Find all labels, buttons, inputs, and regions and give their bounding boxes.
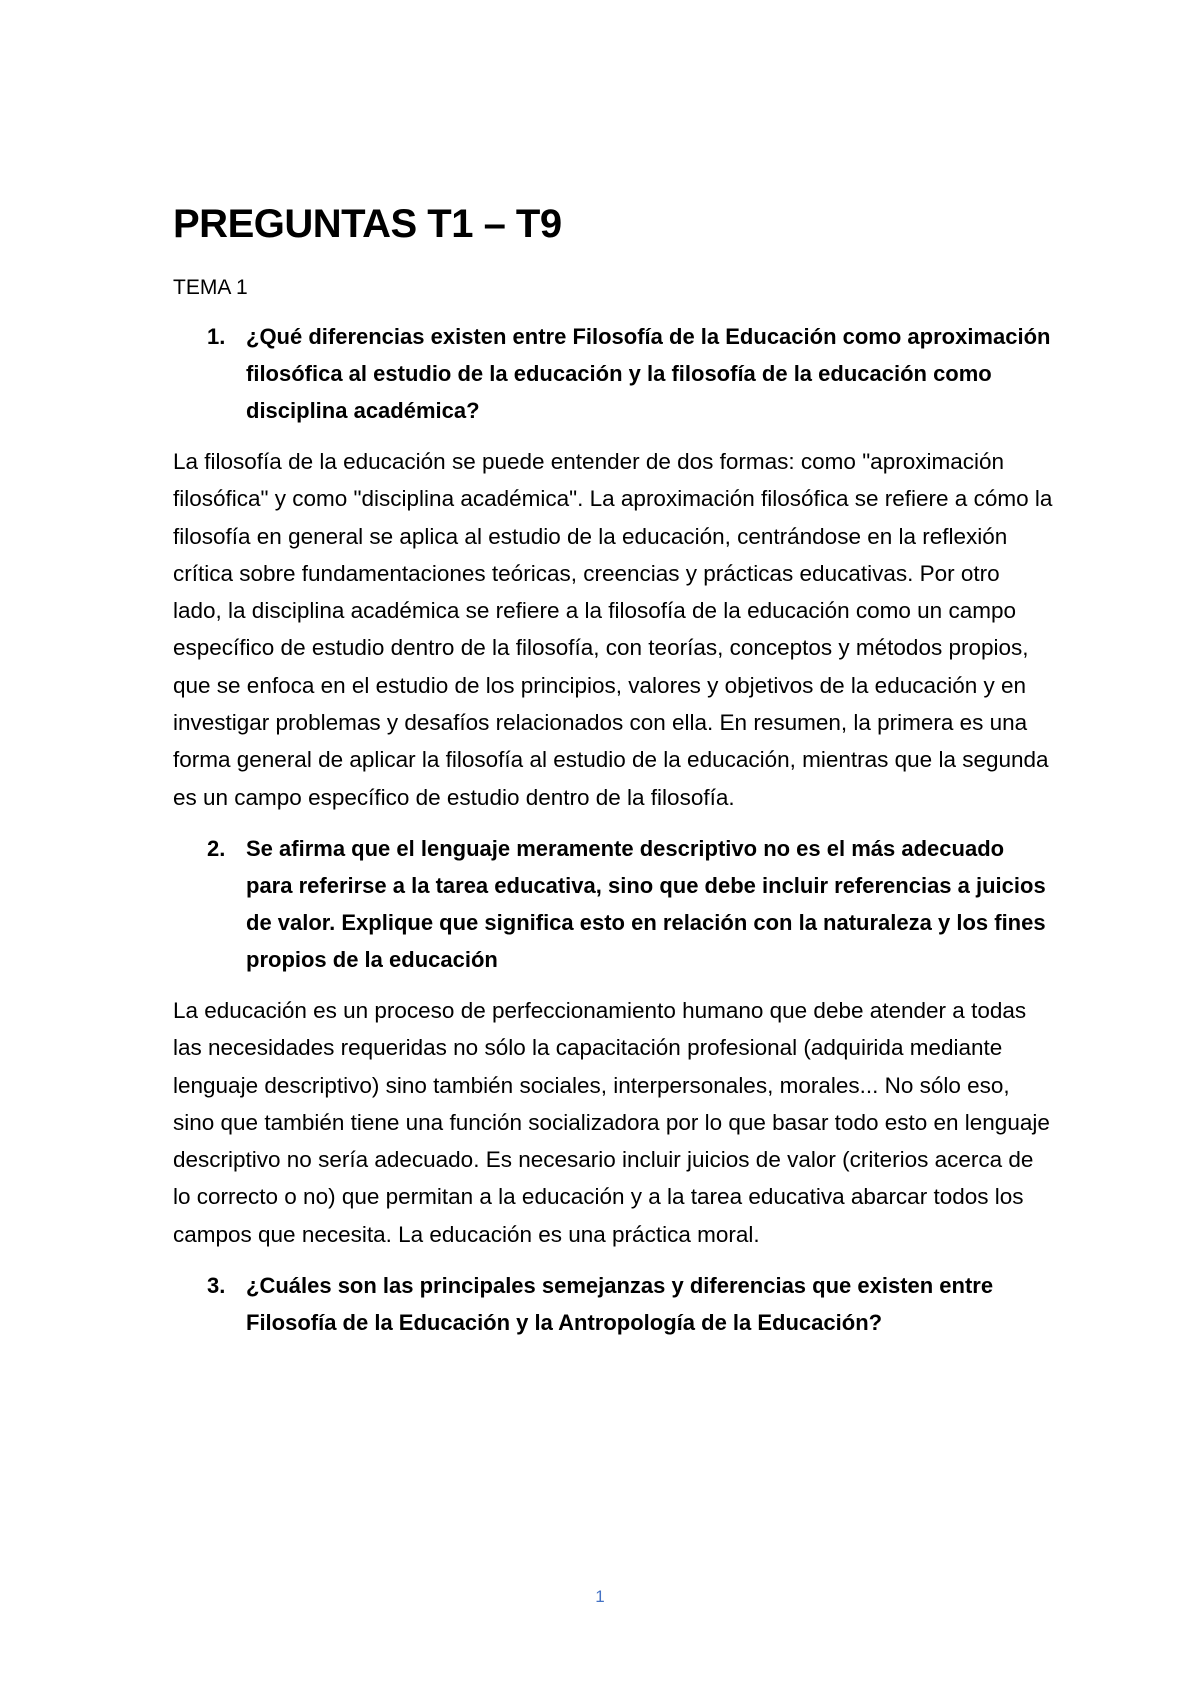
page-number: 1 bbox=[595, 1587, 605, 1606]
section-heading: TEMA 1 bbox=[173, 276, 248, 299]
question-number: 3. bbox=[207, 1273, 226, 1299]
document-title: PREGUNTAS T1 – T9 bbox=[173, 202, 562, 246]
document-body bbox=[173, 200, 1053, 1341]
question-1 bbox=[173, 318, 1053, 429]
question-number: 1. bbox=[207, 324, 226, 349]
answer-2: La educación es un proceso de perfeccionamiento humano que debe atender a todas las necesidades requeridas no sólo la capacitación profesional (adquirida mediante lenguaje descriptivo) sino también sociales, interpersonales, morales... No sólo eso, sino que también tiene una función socializadora por lo que basar todo esto en lenguaje descriptivo no sería adecuado. Es necesario incluir juicios de valor (criterios acerca de lo correcto o no) que permitan a la educación y a la tarea educativa abarcar todos los campos que necesita. La educación es una práctica moral. bbox=[173, 997, 1050, 1247]
answer-1: La filosofía de la educación se puede entender de dos formas: como "aproximación filosófica" y como "disciplina académica". La aproximación filosófica se refiere a cómo la filosofía en general se aplica al estudio de la educación, centrándose en la reflexión crítica sobre fundamentaciones teóricas, creencias y prácticas educativas. Por otro lado, la disciplina académica se refiere a la filosofía de la educación como un campo específico de estudio dentro de la filosofía, con teorías, conceptos y métodos propios, que se enfoca en el estudio de los principios, valores y objetivos de la educación y en investigar problemas y desafíos relacionados con ella. En resumen, la primera es una forma general de aplicar la filosofía al estudio de la educación, mientras que la segunda es un campo específico de estudio dentro de la filosofía. bbox=[173, 449, 1053, 810]
question-text: ¿Cuáles son las principales semejanzas y diferencias que existen entre Filosofía de la Educación y la Antropología de la Educación? bbox=[246, 1273, 994, 1336]
question-3 bbox=[173, 1267, 1053, 1341]
question-number: 2. bbox=[207, 835, 226, 861]
question-text: Se afirma que el lenguaje meramente descriptivo no es el más adecuado para referirse a la tarea educativa, sino que debe incluir referencias a juicios de valor. Explique que significa esto en relación con la naturaleza y los fines propios de la educación bbox=[246, 835, 1046, 972]
question-text: ¿Qué diferencias existen entre Filosofía de la Educación como aproximación filosófica al estudio de la educación y la filosofía de la educación como disciplina académica? bbox=[246, 324, 1051, 423]
question-2 bbox=[173, 830, 1053, 978]
